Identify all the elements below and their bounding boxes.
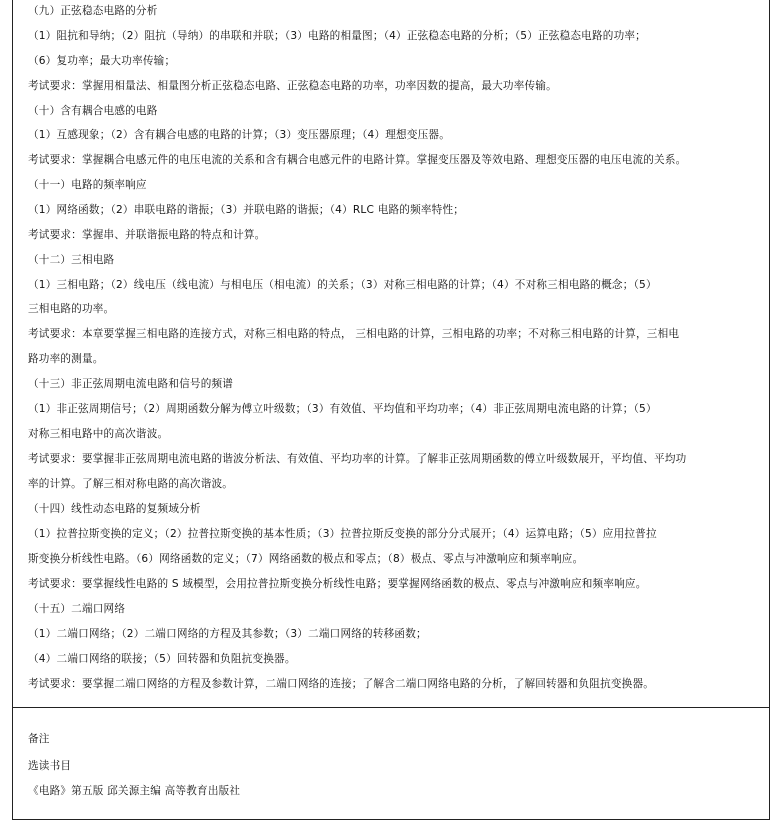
reading-list-label: 选读书目 <box>28 760 72 772</box>
section-11-requirement: 考试要求：掌握串、并联谐振电路的特点和计算。 <box>28 229 266 241</box>
section-11-heading: （十一）电路的频率响应 <box>28 179 147 191</box>
section-11-item-1: （1）网络函数；（2）串联电路的谐振；（3）并联电路的谐振；（4）RLC 电路的频率特性； <box>28 204 465 216</box>
section-12-item-2: 三相电路的功率。 <box>28 303 115 315</box>
notes-divider <box>12 707 770 708</box>
section-12-requirement-1: 考试要求：本章要掌握三相电路的连接方式，对称三相电路的特点， 三相电路的计算，三相电路的功率；不对称三相电路的计算，三相电 <box>28 328 680 340</box>
section-13-requirement-1: 考试要求：要掌握非正弦周期电流电路的谐波分析法、有效值、平均功率的计算。了解非正弦周期函数的傅立叶级数展开，平均值、平均功 <box>28 453 687 465</box>
section-12-item-1: （1）三相电路；（2）线电压（线电流）与相电压（相电流）的关系；（3）对称三相电路的计算；（4）不对称三相电路的概念；（5） <box>28 279 657 291</box>
notes-label: 备注 <box>28 733 50 745</box>
section-12-requirement-2: 路功率的测量。 <box>28 353 104 365</box>
section-10-requirement: 考试要求：掌握耦合电感元件的电压电流的关系和含有耦合电感元件的电路计算。掌握变压器及等效电路、理想变压器的电压电流的关系。 <box>28 154 687 166</box>
section-9-heading: （九）正弦稳态电路的分析 <box>28 5 158 17</box>
section-13-item-2: 对称三相电路中的高次谐波。 <box>28 428 169 440</box>
reading-list-book: 《电路》第五版 邱关源主编 高等教育出版社 <box>28 785 241 797</box>
section-9-requirement: 考试要求：掌握用相量法、相量图分析正弦稳态电路、正弦稳态电路的功率，功率因数的提高，最大功率传输。 <box>28 80 557 92</box>
section-15-item-1: （1）二端口网络；（2）二端口网络的方程及其参数；（3）二端口网络的转移函数； <box>28 628 427 640</box>
section-15-requirement: 考试要求：要掌握二端口网络的方程及参数计算，二端口网络的连接；了解含二端口网络电路的分析，了解回转器和负阻抗变换器。 <box>28 678 655 690</box>
section-9-item-1: （1）阻抗和导纳；（2）阻抗（导纳）的串联和并联；（3）电路的相量图；（4）正弦稳态电路的分析；（5）正弦稳态电路的功率； <box>28 30 646 42</box>
section-13-item-1: （1）非正弦周期信号；（2）周期函数分解为傅立叶级数；（3）有效值、平均值和平均功率；（4）非正弦周期电流电路的计算；（5） <box>28 403 657 415</box>
section-9-item-2: （6）复功率；最大功率传输； <box>28 55 176 67</box>
section-14-item-2: 斯变换分析线性电路。（6）网络函数的定义；（7）网络函数的极点和零点；（8）极点、零点与冲激响应和频率响应。 <box>28 553 584 565</box>
section-15-heading: （十五）二端口网络 <box>28 603 126 615</box>
section-13-requirement-2: 率的计算。了解三相对称电路的高次谐波。 <box>28 478 234 490</box>
section-14-heading: （十四）线性动态电路的复频域分析 <box>28 503 201 515</box>
section-10-item-1: （1）互感现象；（2）含有耦合电感的电路的计算；（3）变压器原理；（4）理想变压器。 <box>28 129 451 141</box>
section-13-heading: （十三）非正弦周期电流电路和信号的频谱 <box>28 378 234 390</box>
section-12-heading: （十二）三相电路 <box>28 254 115 266</box>
section-14-requirement: 考试要求：要掌握线性电路的 S 域模型，会用拉普拉斯变换分析线性电路；要掌握网络函数的极点、零点与冲激响应和频率响应。 <box>28 578 647 590</box>
section-10-heading: （十）含有耦合电感的电路 <box>28 105 158 117</box>
section-15-item-2: （4）二端口网络的联接；（5）回转器和负阻抗变换器。 <box>28 653 296 665</box>
section-14-item-1: （1）拉普拉斯变换的定义；（2）拉普拉斯变换的基本性质；（3）拉普拉斯反变换的部分分式展开；（4）运算电路；（5）应用拉普拉 <box>28 528 657 540</box>
